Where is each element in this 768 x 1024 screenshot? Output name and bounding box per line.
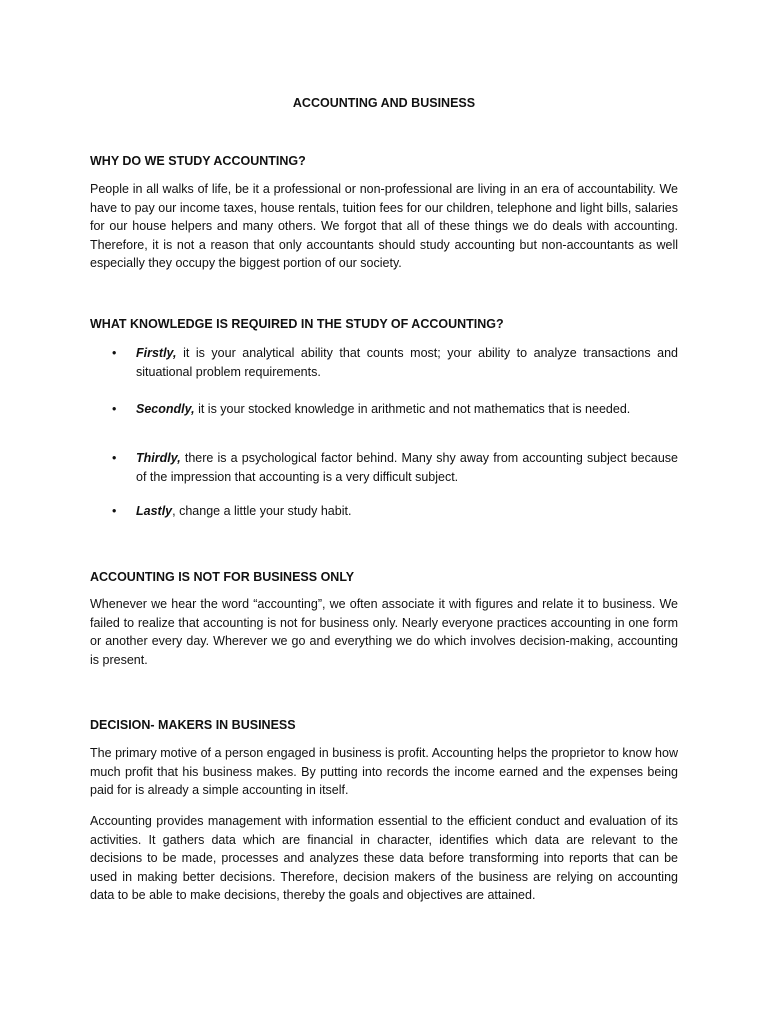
section-heading-not-for-business-only: ACCOUNTING IS NOT FOR BUSINESS ONLY — [90, 570, 355, 584]
section-heading-why-study: WHY DO WE STUDY ACCOUNTING? — [90, 154, 306, 168]
list-item-text — [136, 502, 678, 521]
bullet-icon: • — [112, 402, 117, 416]
list-item-text — [136, 344, 678, 381]
section-paragraph: Accounting provides management with information essential to the efficient conduct and evaluation of its activities. It gathers data which are financial in character, identifies which data are relevant to the decisions to be made, processes and analyzes these data before transforming into reports that can be used in making better decisions. Therefore, decision makers of the business are relying on accounting data to be able to make decisions, thereby the goals and objectives are attained. — [90, 814, 678, 903]
list-item-lead: Firstly, — [136, 346, 177, 360]
section-heading-knowledge-required: WHAT KNOWLEDGE IS REQUIRED IN THE STUDY OF ACCOUNTING? — [90, 317, 504, 331]
list-item-lead: Thirdly, — [136, 451, 181, 465]
bullet-icon: • — [112, 504, 117, 518]
list-item-body: , change a little your study habit. — [172, 504, 352, 518]
list-item-text — [136, 400, 678, 419]
list-item-body: it is your analytical ability that counts most; your ability to analyze transactions and situational problem requirements. — [136, 346, 678, 379]
section-heading-decision-makers: DECISION- MAKERS IN BUSINESS — [90, 718, 296, 732]
list-item-text — [136, 449, 678, 486]
bullet-icon: • — [112, 346, 117, 360]
list-item-lead: Secondly, — [136, 402, 195, 416]
bullet-icon: • — [112, 451, 117, 465]
section-paragraph: Whenever we hear the word “accounting”, we often associate it with figures and relate it to business. We failed to realize that accounting is not for business only. Nearly everyone practices accounting in one form or another every day. Wherever we go and everything we do which involves decision-making, accounting is present. — [90, 597, 678, 667]
list-item-lead: Lastly — [136, 504, 173, 518]
document-title: ACCOUNTING AND BUSINESS — [292, 96, 476, 110]
list-item-body: there is a psychological factor behind. Many shy away from accounting subject because of the impression that accounting is a very difficult subject. — [136, 451, 678, 484]
list-item-body: it is your stocked knowledge in arithmetic and not mathematics that is needed. — [194, 402, 631, 416]
section-paragraph: The primary motive of a person engaged in business is profit. Accounting helps the proprietor to know how much profit that his business makes. By putting into records the income earned and the expenses being paid for is already a simple accounting in itself. — [90, 746, 678, 798]
section-paragraph: People in all walks of life, be it a professional or non-professional are living in an era of accountability. We have to pay our income taxes, house rentals, tuition fees for our children, telephone and light bills, salaries for our house helpers and many others. We forgot that all of these things we do deals with accounting. Therefore, it is not a reason that only accountants should study accounting but non-accountants as well especially they occupy the biggest portion of our society. — [90, 182, 678, 271]
